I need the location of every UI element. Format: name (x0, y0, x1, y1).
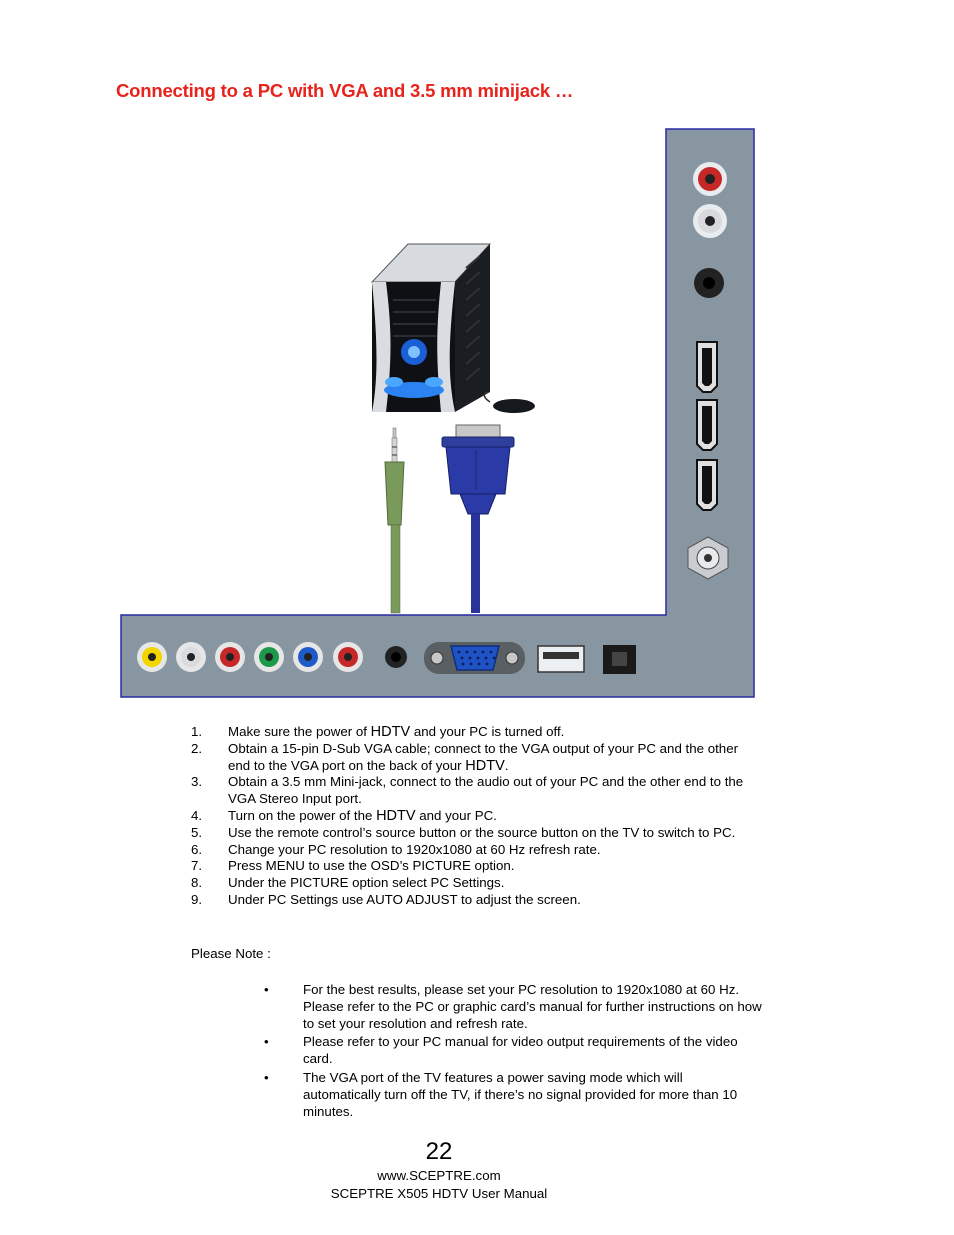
step-item (191, 825, 761, 842)
step-hdtv: HDTV (370, 724, 411, 740)
bullet-icon: • (264, 1069, 269, 1085)
page-heading: Connecting to a PC with VGA and 3.5 mm minijack … (116, 80, 574, 101)
audio-red-jack-icon (693, 162, 727, 196)
step-text: Make sure the power of (228, 724, 371, 739)
footer-url: www.SCEPTRE.com (377, 1168, 501, 1183)
step-item (191, 808, 761, 825)
step-number: 9. (191, 891, 203, 907)
step-text: Obtain a 15-pin D-Sub VGA cable; connect to the VGA output of your PC and the other end to the VGA port on the back of your (228, 740, 739, 773)
tv-back-panel (121, 129, 754, 697)
audio-red-jack-icon (215, 642, 245, 672)
note-text: For the best results, please set your PC resolution to 1920x1080 at 60 Hz. Please refer to the PC or graphic card’s manual for further instructions on how to set your resolution and refresh rate. (303, 982, 762, 1031)
please-note-label: Please Note : (191, 946, 271, 961)
step-text: Obtain a 3.5 mm Mini-jack, connect to the audio out of your PC and the other end to the VGA Stereo Input port. (228, 774, 744, 807)
page-number: 22 (425, 1138, 453, 1165)
note-item (262, 982, 762, 1032)
step-number: 2. (191, 740, 203, 756)
composite-yellow-jack-icon (137, 642, 167, 672)
step-text: Press MENU to use the OSD’s PICTURE option. (228, 858, 515, 874)
step-number: 4. (191, 807, 203, 823)
step-text: Under the PICTURE option select PC Settings. (228, 875, 505, 891)
bullet-icon: • (264, 982, 269, 997)
step-number: 6. (191, 841, 203, 857)
step-item (191, 741, 761, 775)
connection-steps-list (191, 724, 761, 909)
vga-audio-in-jack-icon (385, 646, 407, 668)
headphone-jack-icon (694, 268, 724, 298)
hdmi-port-icon (697, 342, 717, 392)
notes-list (262, 982, 762, 1122)
step-number: 1. (191, 724, 203, 739)
vga-port-icon (424, 642, 525, 674)
component-blue-jack-icon (293, 642, 323, 672)
step-number: 8. (191, 875, 203, 891)
step-item (191, 892, 761, 909)
step-item (191, 875, 761, 892)
step-item (191, 842, 761, 859)
vga-cable-icon (442, 425, 514, 613)
component-red-jack-icon (333, 642, 363, 672)
step-hdtv: HDTV (376, 807, 416, 824)
note-item (262, 1070, 762, 1120)
mouse-icon (484, 392, 535, 413)
audio-white-jack-icon (176, 642, 206, 672)
optical-audio-port-icon (603, 645, 636, 674)
footer-manual-title: SCEPTRE X505 HDTV User Manual (330, 1186, 548, 1201)
step-hdtv: HDTV (465, 757, 505, 774)
step-number: 7. (191, 858, 203, 874)
step-text: Use the remote control’s source button or the source button on the TV to switch to PC. (228, 824, 736, 840)
step-item (191, 858, 761, 875)
audio-white-jack-icon (693, 204, 727, 238)
note-text: The VGA port of the TV features a power saving mode which will automatically turn off the TV, if there’s no signal provided for more than 10 minutes. (303, 1069, 738, 1119)
note-item (262, 1034, 762, 1068)
usb-port-icon (538, 646, 584, 672)
step-item (191, 774, 761, 808)
step-number: 5. (191, 824, 203, 840)
step-text: Change your PC resolution to 1920x1080 at 60 Hz refresh rate. (228, 841, 601, 857)
step-text-end: . (504, 757, 509, 773)
note-text: Please refer to your PC manual for video output requirements of the video card. (303, 1034, 738, 1067)
step-text-end: and your PC is turned off. (410, 724, 565, 739)
pc-tower-icon (372, 244, 490, 412)
component-green-jack-icon (254, 642, 284, 672)
step-text-end: and your PC. (415, 807, 497, 823)
step-number: 3. (191, 774, 203, 790)
step-text: Turn on the power of the (228, 807, 377, 823)
step-item (191, 724, 761, 741)
audio-minijack-cable-icon (385, 428, 404, 613)
bullet-icon: • (264, 1034, 269, 1050)
step-text: Under PC Settings use AUTO ADJUST to adjust the screen. (228, 891, 581, 907)
hdmi-port-icon (697, 400, 717, 450)
hdmi-port-icon (697, 460, 717, 510)
